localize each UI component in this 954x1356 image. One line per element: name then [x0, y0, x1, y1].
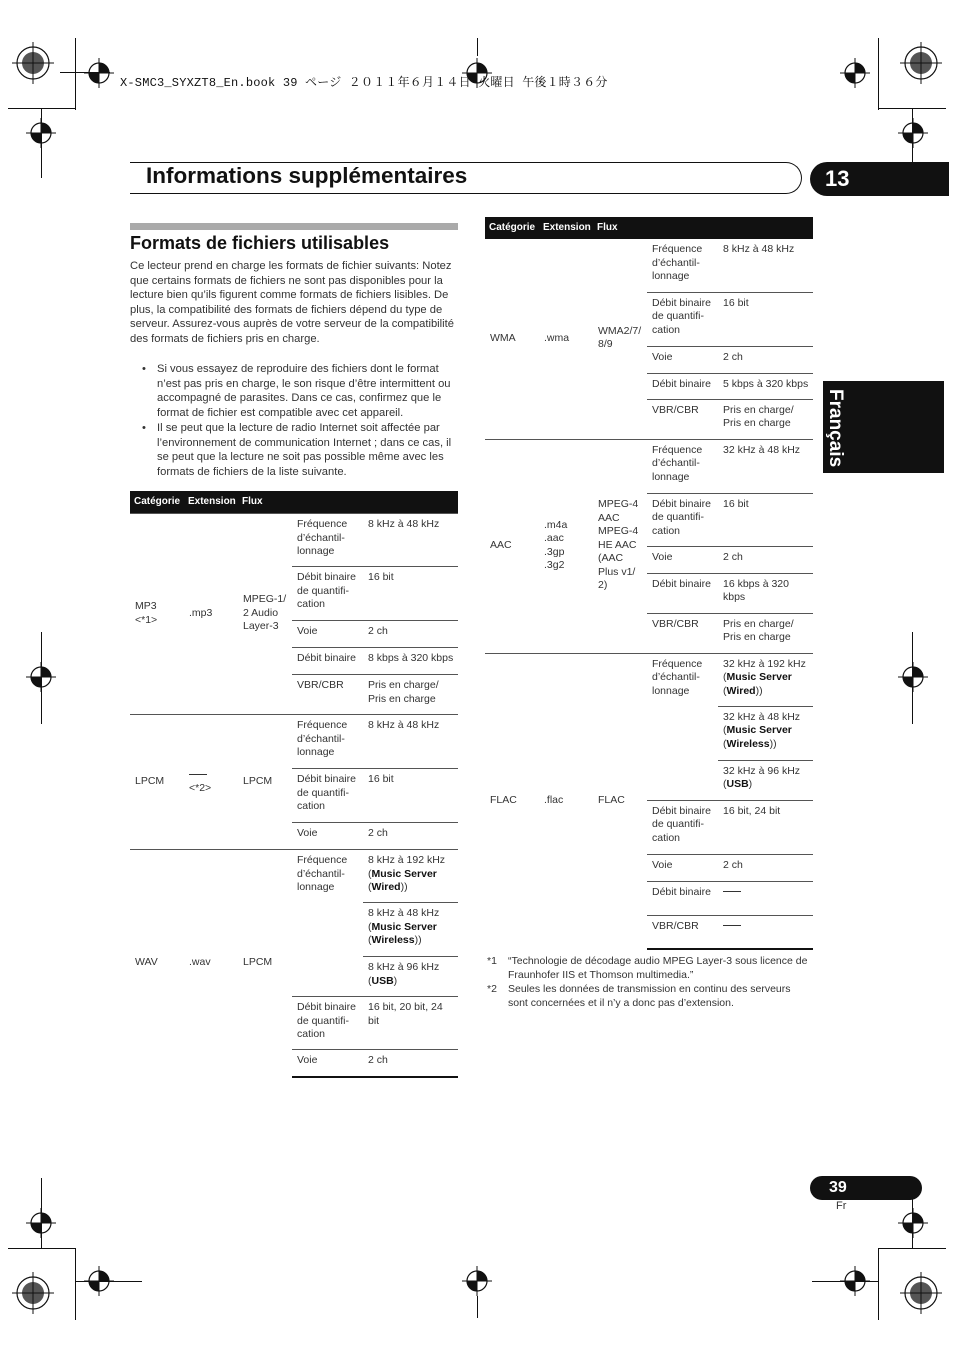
param-value: 8 kHz à 48 kHz	[363, 715, 458, 769]
file-header: X-SMC3_SYXZT8_En.book 39 ページ ２０１１年６月１４日 火曜日 午後１時３６分	[120, 76, 608, 90]
chapter-title: Informations supplémentaires	[146, 163, 468, 188]
header-extension: Extension	[539, 217, 593, 239]
footnote	[487, 983, 812, 1010]
table-row	[130, 715, 458, 769]
param-label: Débit binaire de quantifi-cation	[292, 997, 363, 1050]
param-value: Pris en charge/ Pris en charge	[718, 399, 813, 439]
param-value: 8 kHz à 48 kHz	[363, 514, 458, 567]
param-label: Débit binaire de quantifi-cation	[647, 493, 718, 546]
param-label: Fréquence d’échantil-lonnage	[292, 514, 363, 567]
format-extension: .flac	[539, 653, 593, 949]
param-value: 8 kHz à 48 kHz (Music Server (Wireless))	[363, 903, 458, 957]
param-value: 8 kHz à 96 kHz (USB)	[363, 957, 458, 997]
param-value: 16 bit, 24 bit	[718, 800, 813, 854]
param-label: Voie	[292, 823, 363, 850]
header-extension: Extension	[184, 491, 238, 514]
param-value: 2 ch	[363, 823, 458, 850]
param-value: 2 ch	[363, 1050, 458, 1077]
format-stream: WMA2/7/ 8/9	[598, 324, 642, 351]
param-label: Fréquence d’échantil-lonnage	[292, 715, 363, 769]
param-label: Voie	[647, 346, 718, 373]
format-extension: <*2>	[184, 715, 238, 850]
param-value: 16 kbps à 320 kbps	[718, 573, 813, 613]
param-label: VBR/CBR	[647, 399, 718, 439]
param-value: 8 kHz à 192 kHz (Music Server (Wired))	[363, 850, 458, 903]
not-applicable-dash	[723, 925, 741, 926]
format-category: AAC	[485, 439, 539, 653]
format-extension: .wma	[544, 331, 570, 344]
table-row	[130, 850, 458, 903]
bullet-list	[130, 362, 460, 480]
footnote	[487, 955, 812, 982]
list-item: • Si vous essayez de reproduire des fichiers dont le format n’est pas pris en charge, le son risque d’être intermittent ou accompagné de parasites. Dans ce cas, confirmez que le format de fichier est compatible avec cet appareil.	[130, 362, 460, 420]
param-label: Débit binaire	[647, 573, 718, 613]
table-row	[130, 514, 458, 567]
table-row	[485, 653, 813, 706]
param-label: Débit binaire	[647, 373, 718, 399]
param-label: Débit binaire	[647, 881, 718, 915]
param-value: 8 kbps à 320 kbps	[363, 648, 458, 675]
param-label: Débit binaire de quantifi-cation	[647, 800, 718, 854]
param-value: 32 kHz à 48 kHz (Music Server (Wireless))	[718, 706, 813, 760]
param-label: Voie	[647, 854, 718, 881]
format-category: WMA	[490, 331, 516, 344]
no-extension-dash	[189, 774, 207, 775]
section-title: Formats de fichiers utilisables	[130, 233, 390, 253]
table-header-row	[485, 217, 813, 239]
format-category: MP3 <*1>	[130, 514, 184, 715]
registration-crosshair-icon	[840, 58, 870, 88]
format-stream: MPEG-1/ 2 Audio Layer-3	[238, 514, 292, 715]
footnote-key: *1	[487, 955, 497, 967]
format-extension: .mp3	[184, 514, 238, 715]
param-value: 8 kHz à 48 kHz	[723, 243, 795, 255]
param-value: 16 bit	[718, 493, 813, 546]
page-language: Fr	[836, 1200, 847, 1212]
header-stream: Flux	[593, 217, 647, 239]
param-label: Fréquence d’échantil-lonnage	[652, 243, 703, 282]
param-value: 16 bit	[363, 769, 458, 823]
param-label: Débit binaire de quantifi-cation	[292, 567, 363, 621]
param-value: 2 ch	[718, 346, 813, 373]
param-label: Voie	[647, 546, 718, 573]
section-rule	[130, 223, 458, 230]
param-label: VBR/CBR	[292, 675, 363, 715]
table-row	[485, 239, 813, 292]
param-value: 32 kHz à 96 kHz (USB)	[718, 760, 813, 800]
crop-target-icon	[12, 42, 54, 84]
param-label: Débit binaire	[292, 648, 363, 675]
formats-table-right	[485, 217, 813, 950]
footnote-text: “Technologie de décodage audio MPEG Layer-3 sous licence de Fraunhofer IIS et Thomson multimedia.”	[508, 955, 808, 981]
registration-crosshair-icon	[898, 662, 928, 692]
format-category: FLAC	[485, 653, 539, 949]
intro-paragraph: Ce lecteur prend en charge les formats de fichier suivants: Notez que certains formats de fichiers ne sont pas disponibles pour la lecture bien qu’ils figurent comme formats de fichiers lisibles. De plus, la compatibilité des formats de fichiers dépend du type de serveur. Assurez-vous auprès de votre serveur de la compatibilité des formats de fichiers pris en charge.	[130, 260, 454, 345]
format-category: WAV	[130, 850, 184, 1077]
language-tab-label: Français	[825, 388, 846, 468]
param-value: 16 bit, 20 bit, 24 bit	[363, 997, 458, 1050]
footnote-key: *2	[487, 983, 497, 995]
format-extension: .m4a .aac .3gp .3g2	[539, 439, 593, 653]
registration-crosshair-icon	[898, 1208, 928, 1238]
param-value: 16 bit	[363, 567, 458, 621]
page-number: 39	[810, 1176, 922, 1200]
footnote-text: Seules les données de transmission en continu des serveurs sont concernées et il n’y a donc pas d’extension.	[508, 983, 791, 1009]
param-value: 32 kHz à 192 kHz (Music Server (Wired))	[718, 653, 813, 706]
format-stream: LPCM	[238, 715, 292, 850]
header-category: Catégorie	[485, 217, 539, 239]
crop-target-icon	[900, 1272, 942, 1314]
registration-crosshair-icon	[84, 58, 114, 88]
chapter-number: 13	[810, 162, 949, 196]
param-label: Voie	[292, 1050, 363, 1077]
param-label: VBR/CBR	[647, 915, 718, 949]
param-value: 5 kbps à 320 kbps	[718, 373, 813, 399]
param-value: 2 ch	[718, 854, 813, 881]
param-value: Pris en charge/ Pris en charge	[363, 675, 458, 715]
format-category: LPCM	[130, 715, 184, 850]
param-label: Débit binaire de quantifi-cation	[647, 292, 718, 346]
param-value	[718, 881, 813, 915]
header-category: Catégorie	[130, 491, 184, 514]
param-label: Débit binaire de quantifi-cation	[292, 769, 363, 823]
format-stream: LPCM	[238, 850, 292, 1077]
format-stream: FLAC	[593, 653, 647, 949]
param-value: 32 kHz à 48 kHz	[718, 439, 813, 493]
param-label: Fréquence d’échantil-lonnage	[647, 439, 718, 493]
formats-table-left	[130, 491, 458, 1078]
param-value: Pris en charge/ Pris en charge	[718, 613, 813, 653]
footnotes	[487, 955, 812, 1011]
param-value: 2 ch	[363, 621, 458, 648]
table-header-row	[130, 491, 458, 514]
param-label: VBR/CBR	[647, 613, 718, 653]
param-value	[718, 915, 813, 949]
param-value: 2 ch	[718, 546, 813, 573]
crop-target-icon	[12, 1272, 54, 1314]
param-label: Fréquence d’échantil-lonnage	[647, 653, 718, 800]
format-extension: .wav	[184, 850, 238, 1077]
table-row	[485, 439, 813, 493]
registration-crosshair-icon	[462, 1266, 492, 1296]
list-item: • Il se peut que la lecture de radio Internet soit affectée par l’environnement de communication Internet ; dans ce cas, il se peut que la lecture ne soit pas possible même avec les formats de fichiers de la liste suivante.	[130, 421, 460, 479]
registration-crosshair-icon	[898, 118, 928, 148]
header-stream: Flux	[238, 491, 292, 514]
not-applicable-dash	[723, 891, 741, 892]
param-label: Fréquence d’échantil-lonnage	[292, 850, 363, 997]
param-value: 16 bit	[718, 292, 813, 346]
crop-target-icon	[900, 42, 942, 84]
param-label: Voie	[292, 621, 363, 648]
format-stream: MPEG-4 AAC MPEG-4 HE AAC (AAC Plus v1/ 2)	[593, 439, 647, 653]
